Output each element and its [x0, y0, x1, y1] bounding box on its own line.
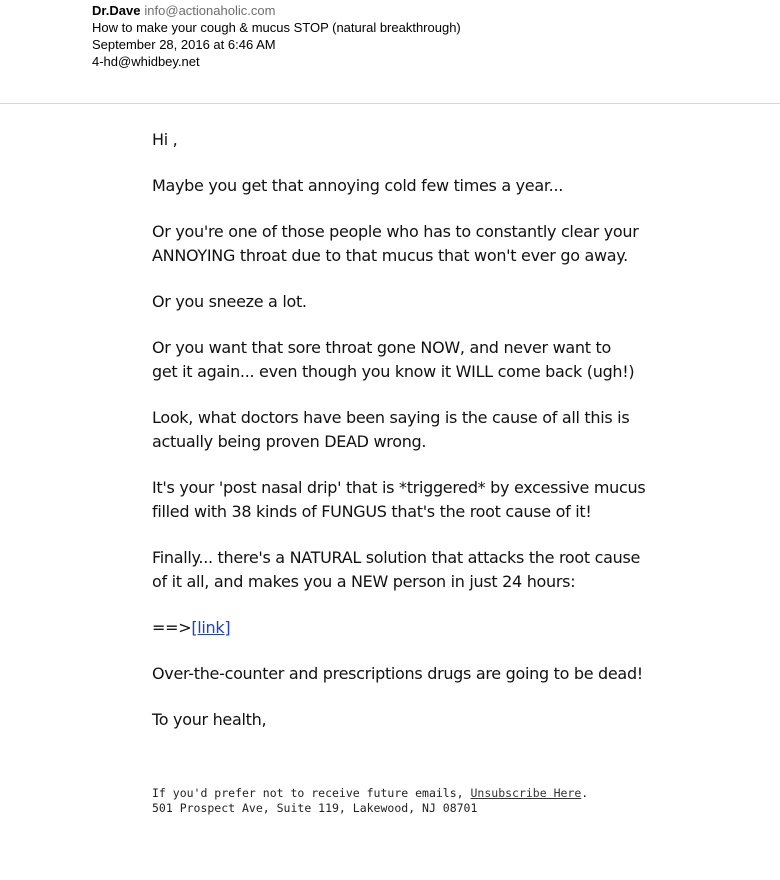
paragraph-doctors: Look, what doctors have been saying is the cause of all this is actually being proven DEAD wrong. [152, 408, 630, 451]
date-value: September 28, 2016 at 6:46 AM [92, 37, 276, 52]
link-prefix: ==> [152, 618, 192, 637]
sender-email[interactable]: info@actionaholic.com [144, 3, 276, 18]
paragraph-natural-solution: Finally... there's a NATURAL solution that attacks the root cause of it all, and makes you a NEW person in just 24 hours: [152, 548, 641, 591]
subject-value: How to make your cough & mucus STOP (natural breakthrough) [92, 20, 461, 35]
unsubscribe-line [152, 786, 712, 801]
postal-address: 501 Prospect Ave, Suite 119, Lakewood, NJ 08701 [152, 801, 478, 815]
unsubscribe-suffix: . [581, 786, 589, 800]
signoff: To your health, [152, 710, 267, 729]
paragraph-drugs: Over-the-counter and prescriptions drugs are going to be dead! [152, 664, 643, 683]
email-header [0, 0, 780, 104]
paragraph-sore-throat: Or you want that sore throat gone NOW, and never want to get it again... even though you know it WILL come back (ugh!) [152, 338, 635, 381]
body-link[interactable]: [link] [191, 618, 231, 637]
link-line [152, 616, 712, 640]
from-value[interactable] [92, 2, 275, 19]
email-footer [152, 786, 712, 816]
paragraph-post-nasal: It's your 'post nasal drip' that is *triggered* by excessive mucus filled with 38 kinds of FUNGUS that's the root cause of it! [152, 478, 646, 521]
email-body [152, 128, 712, 754]
unsubscribe-link[interactable]: Unsubscribe Here [470, 786, 582, 800]
unsubscribe-prefix: If you'd prefer not to receive future emails, [152, 786, 471, 800]
paragraph-sneeze: Or you sneeze a lot. [152, 292, 307, 311]
greeting: Hi , [152, 130, 178, 149]
sender-name[interactable]: Dr.Dave [92, 3, 141, 18]
paragraph-cold: Maybe you get that annoying cold few times a year... [152, 176, 564, 195]
to-value[interactable]: 4-hd@whidbey.net [92, 54, 200, 69]
paragraph-throat: Or you're one of those people who has to constantly clear your ANNOYING throat due to that mucus that won't ever go away. [152, 222, 639, 265]
